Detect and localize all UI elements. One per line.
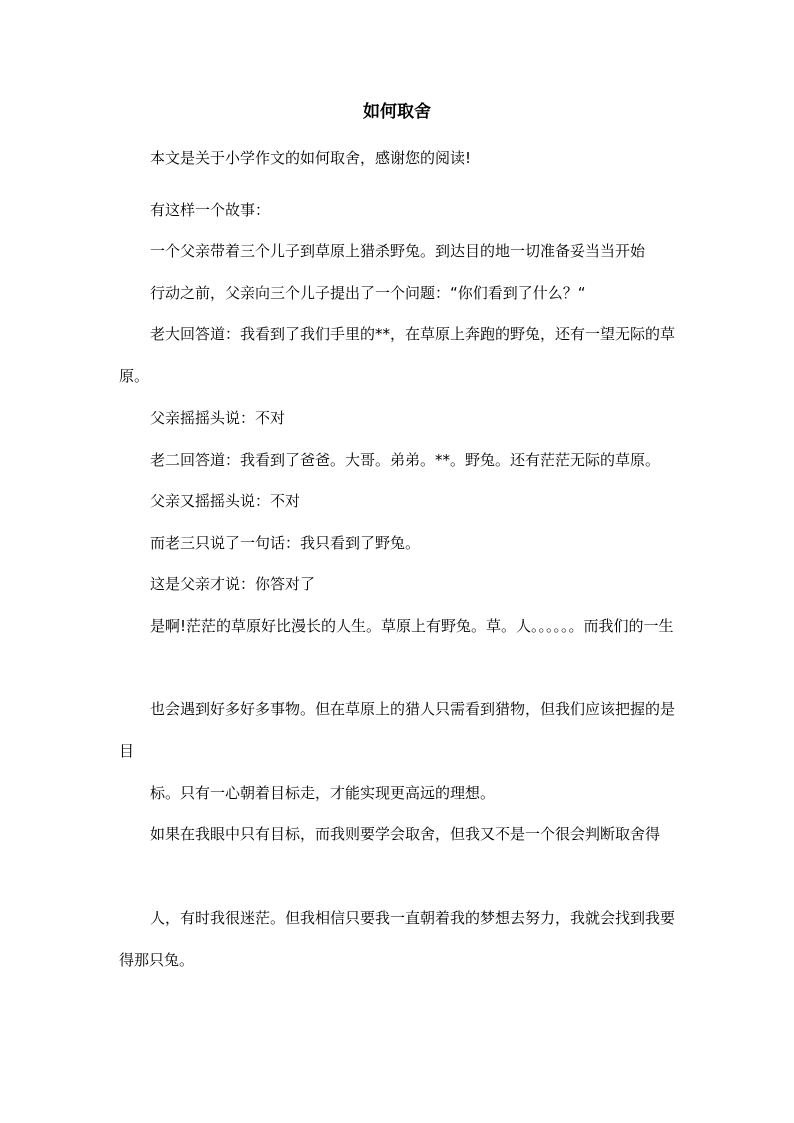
paragraph-father-reply-1: 父亲摇摇头说：不对 (150, 409, 286, 427)
paragraph-reflection-1: 是啊!茫茫的草原好比漫长的人生。草原上有野兔。草。人。。。。。。而我们的一生 (150, 617, 674, 635)
paragraph-third-answer: 而老三只说了一句话：我只看到了野兔。 (150, 534, 421, 552)
paragraph-second-answer: 老二回答道：我看到了爸爸。大哥。弟弟。**。野兔。还有茫茫无际的草原。 (150, 451, 661, 469)
paragraph-story-1: 一个父亲带着三个儿子到草原上猎杀野兔。到达目的地一切准备妥当当开始 (150, 242, 646, 260)
paragraph-story-2: 行动之前，父亲向三个儿子提出了一个问题：“你们看到了什么？“ (150, 284, 586, 302)
paragraph-conclusion-2: 人，有时我很迷茫。但我相信只要我一直朝着我的梦想去努力，我就会找到我要得那只兔。 (119, 909, 676, 969)
paragraph-story-intro: 有这样一个故事： (150, 201, 271, 219)
paragraph-reflection-3: 标。只有一心朝着目标走，才能实现更高远的理想。 (150, 784, 496, 802)
paragraph-reflection-2: 也会遇到好多好多事物。但在草原上的猎人只需看到猎物，但我们应该把握的是目 (119, 700, 676, 760)
paragraph-conclusion-1: 如果在我眼中只有目标，而我则要学会取舍，但我又不是一个很会判断取舍得 (150, 825, 661, 843)
paragraph-eldest-answer: 老大回答道：我看到了我们手里的**，在草原上奔跑的野兔，还有一望无际的草原。 (119, 325, 676, 385)
document-title: 如何取舍 (363, 102, 431, 122)
paragraph-father-approval: 这是父亲才说：你答对了 (150, 575, 316, 593)
paragraph-father-reply-2: 父亲又摇摇头说：不对 (150, 492, 301, 510)
paragraph-intro: 本文是关于小学作文的如何取舍，感谢您的阅读! (150, 149, 472, 167)
